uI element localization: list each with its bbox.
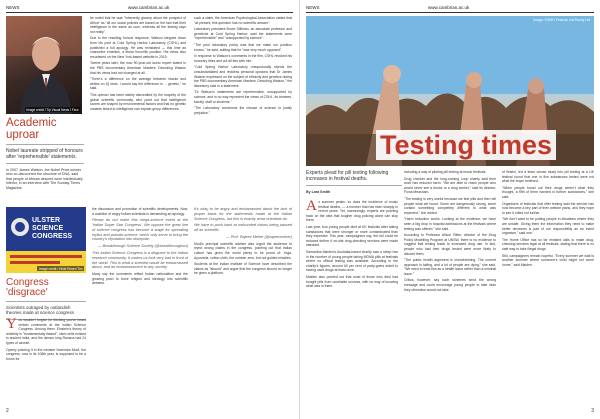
section-label: NEWS xyxy=(6,5,20,10)
paragraph: s summer peaks, so does the incidence of music festival deaths, — a number that has risen sharply in recent years. Yet, increasingly, experts are pushing back on the idea that tougher drug policing alone can stop them. xyxy=(306,200,398,223)
embedded-tweet: We have to push back at unfounded claims being passed off as scientific. xyxy=(194,223,292,233)
hero-photo-watson xyxy=(6,16,82,114)
article-column-3 xyxy=(194,16,292,200)
paragraph: Due to the resulting furious response, Watson stepped down from his post at Cold Spring Harbor Laboratory (CSHL) and published a full apology. He was reinstated — this time as chancellor emeritus, a titular honorific position. His views also resurfaced on the New York-based website in 2019. xyxy=(90,36,186,59)
byline: By Lara Smith xyxy=(306,189,331,194)
section-label: NEWS xyxy=(306,5,320,10)
paragraph: Samantha Maiden's Australia-based charity saw a steep rise in the number of young people taking MDMA pills at festivals where no official testing was available. According to the charity's figures, around 60 per cent of party-goers admit to having used drugs at least once. xyxy=(306,249,398,273)
lead-text-academic-uproar: In 2007 James Watson, the Nobel Prize-winner who co-discovered the structure of DNA, said that people of African descent were intellectually inferior, in an interview with The Sunday Times Magazine. xyxy=(6,167,83,190)
paragraph: Still, campaigners remain hopeful. "Every summer we wait is another summer where someone's child might not come home," said Maiden. xyxy=(502,253,594,267)
paragraph: "Cold Spring Harbor Laboratory unequivocally rejects the unsubstantiated and reckless personal opinions that Dr James Watson expressed on the subject of ethnicity and genetics during the PBS documentary American Masters: Decoding Watson," the laboratory said in a statement. xyxy=(194,65,292,88)
paragraph: Last year, four young people died at UK festivals after taking substances that were stronger or more contaminated than they expected. This year, campaigners say, the toll could be reduced further if on-site drug-checking services were made standard. xyxy=(306,224,398,248)
paragraph: The Home Office has so far resisted calls to make drug-checking services legal at all festivals, stating that there is no safe way to take illegal drugs. xyxy=(502,237,594,251)
embedded-tweet: This Indian Science Congress is a disgrace to the Indian research community. It makes us look very bad in front of the world. This is what a scientist would be embarrassed about, and an embarrassment to any society. xyxy=(92,250,188,270)
paragraph: This opinion has been widely discredited by the majority of the global scientific community, who point out that intelligence scores are shaped by environmental factors and that no genetic variants linked to intelligence can explain group differences. xyxy=(90,92,186,111)
drop-cap: A xyxy=(306,200,317,214)
tweet-attribution: — Prof. Rajeev Meher (@rajeevmeher) xyxy=(225,234,292,239)
portrait-illustration xyxy=(6,16,82,114)
paragraph: Students at the Indian Institute of Science have described the claims as "absurd" and argue that the congress should no longer be given a platform. xyxy=(194,262,292,276)
article-column-3b xyxy=(194,207,292,410)
story-congress-disgrace-intro xyxy=(6,278,86,323)
standfirst-testing: Experts plead for pill testing following increases in festival deaths. xyxy=(306,170,389,182)
article-column-3 xyxy=(502,170,594,408)
paragraph: "We don't want to be putting people in situations where they are unsafe. Giving them the information they need to make better decisions is part of our responsibility as an event organiser," said one. xyxy=(502,217,594,236)
paragraph: In response to Watson's comments in the film, CSHL revoked his honorary titles and cut all ties with him. xyxy=(194,54,292,63)
site-url: www.cambrian.ac.uk xyxy=(128,5,170,10)
paragraph: such a claim, the American Psychological Association stated that "at present, this question has no scientific answer". xyxy=(194,16,292,25)
paragraph: "There's a difference on the average between blacks and whites on IQ tests. I would say the difference is ... genetic," he said. xyxy=(90,77,186,91)
paragraph: Openly pointing it in the minister Narendra Modi, the congress, now in its 106th year, is supposed to be a forum for xyxy=(6,347,86,361)
article-column-1b xyxy=(6,318,86,410)
headline-congress-disgrace: Congress 'disgrace' xyxy=(6,277,49,298)
paragraph: Organisers of festivals that offer testing said the service has now become a key part of their welfare plans, and they hope to see it rolled out further. xyxy=(502,201,594,215)
paragraph: Critics, however, say such schemes send the wrong message and could encourage young people to take risks they otherwise would not take. xyxy=(404,278,496,292)
paragraph: "Dr Watson's statements are reprehensible, unsupported by science, and in no way represent the views of CSHL, its trustees, faculty, staff or students." xyxy=(194,90,292,104)
paragraph: "Harm reduction works. Looking at the evidence, we have seen a big drop in hospital admissions at the festivals where testing was offered," she said. xyxy=(404,217,496,231)
paragraph: Maiden also pointed out that most of those who died had bought pills from unreliable sources, with no way of knowing what was in them. xyxy=(306,274,398,289)
standfirst-congress: Scientists outraged by outlandish theories made at science congress xyxy=(6,305,74,316)
paragraph: "The prior laboratory policy was that we make our position known," he said, adding that he "was very much opposed". xyxy=(194,42,292,52)
headline-testing-times: Testing times xyxy=(376,130,556,160)
story-academic-uproar-intro xyxy=(6,118,84,194)
tweet-attribution: — Breakthrough Science Society (@breakthroughsci) xyxy=(97,244,188,249)
congress-banner-photo xyxy=(6,207,86,273)
right-page xyxy=(300,0,600,419)
drop-cap: Y xyxy=(6,318,17,332)
paragraph: ou wouldn't forgive for thinking you've heard certain comments at the Indian Science Congress. Among them: Einstein's theory of relativity is "fundamentally flawed", stem cells existed in ancient India, and the demon king Ravana had 24 types of aircraft. xyxy=(6,318,86,345)
photo-credit: Image credit / Tip Visual News / Flow xyxy=(26,107,79,112)
page-number: 3 xyxy=(591,408,594,414)
paragraph: "The testing is very useful because we test pills and then tell people what we found. Some are dangerously strong, some contain something completely different to what was expected," she added. xyxy=(404,196,496,215)
standfirst-academic-uproar: Nobel laureate stripped of honours after 'reprehensible' statements. xyxy=(6,148,83,160)
article-column-2b xyxy=(92,207,188,410)
divider xyxy=(6,144,84,145)
story-testing-intro xyxy=(306,170,402,198)
article-column-1 xyxy=(306,200,398,408)
photo-credit: Image credit / Hilde Rosen Tim xyxy=(38,266,83,271)
divider xyxy=(6,163,84,164)
paragraph: he noted that he was "inherently gloomy about the prospect of Africa" as "all our social policies are based on the fact that their intelligence is the same as ours, whereas all the testing says not really". xyxy=(90,16,186,34)
paragraph: According to Professor Alison Ritter, director of the Drug Policy Modelling Program at UNSW, there is no evidence to suggest that testing leads to increased drug use. In fact, people who had their drugs tested were more likely to discard them. xyxy=(404,233,496,256)
embedded-tweet: It's okay to be angry and embarrassed about the lack of proper basis for the statements made at the Indian Science Congress, but this is exactly what scientists do. xyxy=(194,207,292,221)
paragraph: of Bristol, led a team whose study into pill testing at a UK festival found that one in five substances tested were not what the buyer believed. xyxy=(502,170,594,184)
photo-credit: Image: FOMO Festival, via Sturdy Ltd xyxy=(533,18,590,22)
banner-text: ULSTER SCIENCE CONGRESS xyxy=(32,217,73,240)
paragraph: Drug checker and the long-running Loop charity said their work has reduced harm. "We are able to reach people who would never see a doctor or a drug worker," said its director, Fiona Measham. xyxy=(404,176,496,195)
embedded-tweet: Please do not make this mega-science event at the 'Indian Super Star Congress'. We oppose the great line of science congress has become a stage for spreading myths and pseudo-science, which only serve to bring the country's reputation into disrepute. xyxy=(92,218,188,242)
festival-crowd-photo xyxy=(306,16,594,166)
paragraph: including a way of piloting pill testing at music festivals. xyxy=(404,170,487,174)
article-column-2 xyxy=(404,170,496,408)
paragraph: "The public health argument is overwhelming. The current approach is failing, and a lot of people are dying," she said. "We need to treat this as a health issue rather than a criminal issue." xyxy=(404,258,496,276)
paragraph: "When people found out their drugs weren't what they thought, a fifth of them handed in further substances," she said. xyxy=(502,185,594,199)
paragraph: Laboratory president Bruce Stillman, an associate professor and geneticist at Cold Spring Harbor, said the statements were "reprehensible" and "unsupported by science". xyxy=(194,27,292,41)
paragraph: the discussion and promotion of scientific developments. Now, a coalition of angry Indian scientists is demanding an apology. xyxy=(92,207,188,216)
headline-academic-uproar: Academic uproar xyxy=(6,117,57,141)
paragraph: Twelve years later, the now 90-year-old iconic expert stated in the PBS documentary American Masters: Decoding Watson that his views had not changed at all. xyxy=(90,61,186,75)
header-rule xyxy=(306,12,594,13)
paragraph: "The Laboratory condemns the misuse of science to justify prejudice." xyxy=(194,106,292,115)
paragraph: Modi's principal scientific adviser also urged the audience to reject wrong claims in the congress, pointing out that Indian culture has given the world plenty to be proud of: Yoga, Ayurveda, cotton cloth, the number zero, but not guided missiles. xyxy=(194,241,292,260)
divider xyxy=(306,185,402,186)
site-url: www.cambrian.ac.uk xyxy=(428,5,470,10)
paragraph: Many say the comments reflect Indian nationalism and the growing push to force religion and ideology into scientific debates. xyxy=(92,272,188,286)
article-column-2 xyxy=(90,16,186,200)
page-number: 2 xyxy=(6,408,9,414)
header-rule xyxy=(6,12,293,13)
divider xyxy=(6,301,86,302)
